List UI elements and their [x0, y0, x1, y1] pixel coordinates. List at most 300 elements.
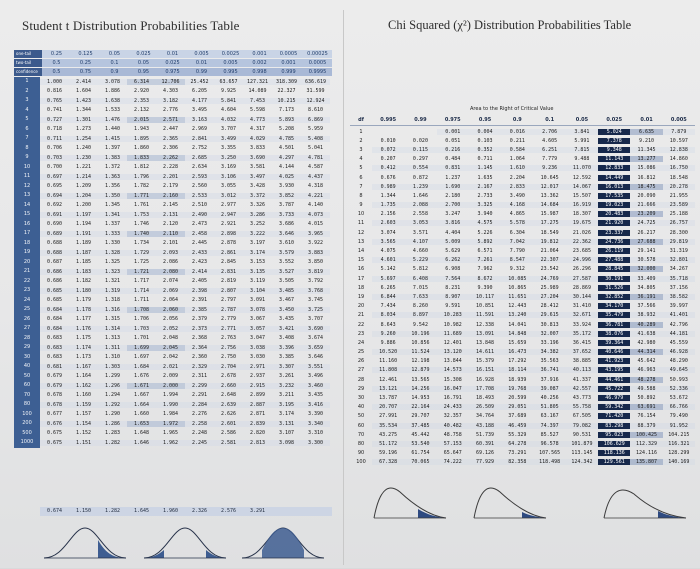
t-value-cell: 3.787: [278, 202, 295, 209]
t-value-cell: 1.314: [98, 326, 127, 332]
chi-value-cell: 14.573: [437, 367, 469, 373]
t-table-row: [14, 277, 332, 287]
chi-table-row: [350, 320, 695, 329]
chi-value-cell: 6.265: [380, 284, 396, 291]
t-value-cell: 1.415: [98, 136, 127, 142]
chi-value-cell: 7.815: [566, 147, 598, 153]
chi-value-cell: 26.296: [572, 266, 591, 273]
chi-value-cell: 128.299: [668, 450, 690, 457]
chi-value-cell: 42.557: [566, 386, 598, 392]
t-value-cell: 2.284: [185, 402, 214, 408]
t-header-cell: 0.005: [216, 59, 245, 67]
chi-value-cell: 85.527: [540, 431, 559, 438]
chi-value-cell: 0.211: [509, 137, 525, 144]
chi-value-cell: 16.928: [476, 376, 495, 383]
t-value-cell: 1.254: [69, 136, 98, 142]
t-value-cell: 5.893: [272, 117, 301, 123]
t-value-cell: 1.356: [104, 183, 121, 190]
t-df-cell: 21: [14, 267, 40, 277]
chi-value-cell: 0.001: [437, 129, 469, 135]
t-value-cell: 1.990: [156, 402, 185, 408]
chi-value-cell: 11.160: [379, 358, 398, 365]
t-value-cell: 3.495: [191, 107, 208, 114]
t-value-cell: 2.861: [214, 250, 243, 256]
chi-value-cell: 15.308: [443, 376, 462, 383]
t-value-cell: 3.551: [301, 364, 330, 370]
chi-value-cell: 53.540: [404, 441, 436, 447]
chi-value-cell: 13.120: [437, 349, 469, 355]
t-value-cell: 2.414: [185, 269, 214, 275]
t-value-cell: 2.299: [185, 383, 214, 389]
t-value-cell: 2.660: [214, 383, 243, 389]
t-value-cell: 3.104: [243, 288, 272, 294]
t-value-cell: 2.048: [162, 335, 179, 342]
chi-value-cell: 9.591: [445, 303, 461, 310]
chi-value-cell: 1.646: [412, 192, 428, 199]
t-value-cell: 2.074: [162, 278, 179, 285]
chi-value-cell: 13.362: [540, 192, 559, 199]
t-value-cell: 3.038: [243, 345, 272, 351]
t-value-cell: 1.984: [162, 411, 179, 418]
t-value-cell: 2.423: [191, 259, 208, 266]
chi-value-cell: 3.816: [437, 220, 469, 226]
chi-value-cell: 21.920: [598, 220, 630, 226]
chi-value-cell: 29.819: [663, 239, 695, 245]
t-value-cell: 3.428: [249, 183, 266, 190]
t-curve-confidence: [238, 522, 328, 564]
chi-df-cell: 17: [357, 275, 365, 282]
t-value-cell: 2.634: [191, 164, 208, 171]
chi-value-cell: 61.754: [411, 450, 430, 457]
t-value-cell: 2.915: [243, 383, 272, 389]
chi-value-cell: 38.885: [572, 358, 591, 365]
chi-table-title: Chi Squared (χ²) Distribution Probabilities Table: [388, 18, 632, 32]
chi-table-row: [350, 338, 695, 347]
t-value-cell: 9.925: [220, 88, 237, 95]
chi-table-header: [350, 115, 695, 126]
t-value-cell: 3.091: [249, 297, 266, 304]
t-value-cell: 3.355: [220, 145, 237, 152]
t-value-cell: 1.708: [127, 307, 156, 313]
chi-value-cell: 91.952: [663, 423, 695, 429]
t-value-cell: 2.752: [191, 145, 208, 152]
t-value-cell: 1.164: [75, 373, 92, 380]
t-value-cell: 1.667: [133, 392, 150, 399]
t-value-cell: 0.683: [46, 354, 63, 361]
t-value-cell: 3.819: [301, 269, 330, 275]
chi-value-cell: 17.292: [508, 358, 527, 365]
chi-value-cell: 0.010: [380, 137, 396, 144]
t-value-cell: 0.678: [46, 392, 63, 399]
t-table-header: [14, 50, 332, 77]
chi-df-cell: 60: [357, 422, 365, 429]
t-value-cell: 1.230: [69, 155, 98, 161]
chi-value-cell: 35.563: [540, 358, 559, 365]
t-value-cell: 3.107: [278, 430, 295, 437]
t-value-cell: 1.729: [127, 250, 156, 256]
chi-value-cell: 28.412: [540, 303, 559, 310]
t-table-body: [14, 77, 332, 515]
t-value-cell: 0.683: [40, 345, 69, 351]
t-value-cell: 2.080: [156, 269, 185, 275]
t-value-cell: 4.140: [307, 202, 324, 209]
chi-df-cell: 23: [357, 330, 365, 337]
t-value-cell: 1.311: [98, 345, 127, 351]
chi-value-cell: 44.181: [663, 331, 695, 337]
chi-value-cell: 36.741: [533, 367, 565, 373]
t-value-cell: 2.120: [162, 221, 179, 228]
chi-value-cell: 10.117: [469, 294, 501, 300]
t-table-row: [14, 172, 332, 182]
t-value-cell: 2.368: [191, 335, 208, 342]
chi-value-cell: 22.164: [404, 404, 436, 410]
t-value-cell: 0.684: [40, 326, 69, 332]
chi-df-cell: 21: [357, 312, 365, 319]
chi-df-cell: 15: [357, 257, 365, 264]
t-value-cell: 1.833: [127, 155, 156, 161]
chi-value-cell: 12.592: [572, 174, 591, 181]
t-value-cell: 4.501: [278, 145, 295, 152]
chi-value-cell: 67.328: [372, 459, 404, 465]
t-table-row: [14, 438, 332, 448]
t-df-cell: 15: [14, 210, 40, 220]
chi-value-cell: 27.587: [566, 276, 598, 282]
chi-value-cell: 8.547: [501, 257, 533, 263]
chi-value-cell: 7.879: [663, 129, 695, 135]
t-value-cell: 2.000: [156, 383, 185, 389]
chi-value-cell: 10.520: [372, 349, 404, 355]
chi-value-cell: 8.034: [372, 312, 404, 318]
t-value-cell: 0.676: [40, 421, 69, 427]
t-value-cell: 3.030: [249, 354, 266, 361]
chi-value-cell: 37.566: [637, 303, 656, 310]
chi-value-cell: 51.805: [533, 404, 565, 410]
t-value-cell: 2.626: [220, 411, 237, 418]
chi-table-row: [350, 393, 695, 402]
chi-value-cell: 37.652: [566, 349, 598, 355]
t-value-cell: 4.025: [272, 174, 301, 180]
chi-df-cell: 6: [359, 174, 363, 181]
t-value-cell: 0.686: [40, 269, 69, 275]
t-value-cell: 1.318: [104, 297, 121, 304]
chi-value-cell: 15.987: [540, 211, 559, 218]
t-value-cell: 1.194: [75, 221, 92, 228]
t-value-cell: 2.560: [191, 183, 208, 190]
t-value-cell: 3.390: [307, 411, 324, 418]
t-value-cell: 1.664: [127, 402, 156, 408]
t-value-cell: 3.579: [272, 250, 301, 256]
chi-value-cell: 5.892: [469, 239, 501, 245]
chi-value-cell: 14.860: [669, 156, 688, 163]
t-value-cell: 1.330: [104, 240, 121, 247]
t-table-footer-row: [40, 507, 332, 516]
t-value-cell: 2.601: [214, 421, 243, 427]
t-value-cell: 3.385: [278, 354, 295, 361]
chi-value-cell: 69.126: [476, 450, 495, 457]
chi-value-cell: 9.312: [509, 266, 525, 273]
chi-value-cell: 49.588: [630, 386, 662, 392]
chi-value-cell: 35.718: [663, 276, 695, 282]
chi-value-cell: 7.564: [437, 276, 469, 282]
chi-value-cell: 88.379: [630, 423, 662, 429]
chi-table-body: [350, 127, 695, 467]
t-value-cell: 4.785: [272, 136, 301, 142]
chi-value-cell: 46.459: [501, 423, 533, 429]
chi-value-cell: 2.700: [437, 202, 469, 208]
chi-value-cell: 12.338: [476, 321, 495, 328]
chi-df-cell: 18: [357, 284, 365, 291]
t-value-cell: 1.740: [127, 231, 156, 237]
t-df-cell: 200: [14, 419, 40, 429]
chi-value-cell: 12.017: [533, 184, 565, 190]
chi-value-cell: 7.015: [412, 284, 428, 291]
chi-value-cell: 2.088: [404, 202, 436, 208]
chi-table-row: [350, 421, 695, 430]
chi-value-cell: 1.635: [477, 174, 493, 181]
t-value-cell: 2.831: [214, 269, 243, 275]
t-value-cell: 0.718: [46, 126, 63, 133]
t-value-cell: 2.364: [185, 345, 214, 351]
chi-value-cell: 7.434: [380, 303, 396, 310]
t-value-cell: 3.707: [307, 316, 324, 323]
chi-table-row: [350, 265, 695, 274]
chi-value-cell: 10.085: [501, 276, 533, 282]
chi-value-cell: 124.342: [566, 459, 598, 465]
t-value-cell: 0.706: [46, 145, 63, 152]
t-value-cell: 1.183: [69, 269, 98, 275]
chi-value-cell: 9.488: [574, 156, 590, 163]
chi-value-cell: 23.589: [663, 202, 695, 208]
chi-value-cell: 3.841: [566, 129, 598, 135]
t-value-cell: 3.850: [307, 259, 324, 266]
t-value-cell: 2.373: [185, 326, 214, 332]
t-value-cell: 3.792: [307, 278, 324, 285]
chi-value-cell: 12.879: [404, 367, 436, 373]
t-value-cell: 3.852: [272, 193, 301, 199]
t-df-cell: 24: [14, 296, 40, 306]
chi-value-cell: 43.188: [469, 423, 501, 429]
chi-value-cell: 66.766: [663, 404, 695, 410]
chi-df-cell: 19: [357, 293, 365, 300]
chi-table-row: [350, 366, 695, 375]
t-table-row: [14, 220, 332, 230]
chi-value-cell: 38.582: [663, 294, 695, 300]
chi-value-cell: 63.167: [540, 413, 559, 420]
chi-value-cell: 39.087: [533, 386, 565, 392]
chi-value-cell: 5.578: [501, 220, 533, 226]
chi-value-cell: 3.490: [509, 192, 525, 199]
chi-table-row: [350, 439, 695, 448]
chi-value-cell: 2.180: [445, 192, 461, 199]
t-value-cell: 1.943: [133, 126, 150, 133]
t-value-cell: 3.833: [249, 145, 266, 152]
t-footer-cell: 0.674: [46, 508, 63, 514]
t-df-cell: 80: [14, 400, 40, 410]
chi-value-cell: 48.758: [443, 431, 462, 438]
chi-value-cell: 33.409: [630, 276, 662, 282]
chi-value-cell: 16.473: [501, 349, 533, 355]
chi-value-cell: 14.041: [508, 321, 527, 328]
t-header-row: [14, 59, 332, 67]
chi-df-cell: 20: [357, 303, 365, 310]
t-value-cell: 3.286: [243, 212, 272, 218]
t-value-cell: 2.042: [162, 354, 179, 361]
t-value-cell: 6.869: [301, 117, 330, 123]
chi-value-cell: 46.979: [598, 395, 630, 401]
t-value-cell: 1.292: [98, 402, 127, 408]
chi-value-cell: 40.482: [437, 423, 469, 429]
t-df-cell: 30: [14, 353, 40, 363]
chi-value-cell: 9.542: [412, 321, 428, 328]
chi-value-cell: 30.578: [630, 257, 662, 263]
t-value-cell: 3.485: [272, 288, 301, 294]
t-curve-left-tail: [40, 522, 130, 564]
t-value-cell: 4.303: [162, 88, 179, 95]
chi-header-cell: df: [358, 117, 364, 123]
t-header-cell: 0.25: [42, 50, 71, 58]
t-table-row: [14, 106, 332, 116]
t-value-cell: 1.286: [98, 421, 127, 427]
chi-df-cell: 14: [357, 248, 365, 255]
t-value-cell: 25.452: [185, 79, 214, 85]
chi-value-cell: 16.791: [443, 395, 462, 402]
t-value-cell: 1.182: [75, 278, 92, 285]
chi-value-cell: 118.498: [533, 459, 565, 465]
t-value-cell: 1.187: [69, 250, 98, 256]
chi-value-cell: 6.635: [630, 129, 662, 135]
chi-value-cell: 39.364: [598, 340, 630, 346]
chi-value-cell: 6.908: [445, 266, 461, 273]
chi-table-row: [350, 449, 695, 458]
t-value-cell: 2.248: [191, 430, 208, 437]
t-value-cell: 2.776: [162, 107, 179, 114]
chi-df-cell: 5: [359, 165, 363, 172]
chi-value-cell: 17.708: [469, 386, 501, 392]
t-value-cell: 1.533: [104, 107, 121, 114]
t-value-cell: 1.646: [127, 440, 156, 446]
t-value-cell: 3.252: [249, 221, 266, 228]
t-value-cell: 7.453: [243, 98, 272, 104]
t-curve-two-tail: [140, 522, 230, 564]
chi-df-cell: 25: [357, 349, 365, 356]
chi-value-cell: 45.722: [598, 386, 630, 392]
chi-value-cell: 46.963: [630, 367, 662, 373]
chi-value-cell: 2.833: [501, 184, 533, 190]
t-value-cell: 3.435: [307, 392, 324, 399]
t-value-cell: 1.372: [104, 164, 121, 171]
t-value-cell: 3.527: [272, 269, 301, 275]
t-value-cell: 4.773: [243, 117, 272, 123]
chi-value-cell: 19.023: [598, 202, 630, 208]
t-table-row: [14, 115, 332, 125]
chi-value-cell: 3.940: [477, 211, 493, 218]
chi-header-cell: 0.025: [606, 117, 623, 123]
t-value-cell: 1.440: [104, 126, 121, 133]
t-value-cell: 1.397: [104, 145, 121, 152]
t-value-cell: 1.185: [75, 259, 92, 266]
t-value-cell: 2.878: [220, 240, 237, 247]
t-value-cell: 1.221: [75, 164, 92, 171]
chi-value-cell: 34.764: [476, 413, 495, 420]
chi-value-cell: 43.195: [598, 367, 630, 373]
t-value-cell: 2.899: [249, 392, 266, 399]
t-table-title: Student t Distribution Probabilities Table: [22, 18, 240, 33]
t-value-cell: 318.309: [272, 79, 301, 85]
t-value-cell: 3.098: [272, 440, 301, 446]
t-value-cell: 1.965: [162, 430, 179, 437]
chi-value-cell: 29.707: [411, 413, 430, 420]
t-value-cell: 1.660: [133, 411, 150, 418]
chi-value-cell: 39.997: [669, 303, 688, 310]
t-value-cell: 2.045: [156, 345, 185, 351]
chi-table-row: [350, 127, 695, 136]
t-table-row: [14, 305, 332, 315]
chi-value-cell: 25.989: [540, 284, 559, 291]
chi-value-cell: 24.769: [533, 276, 565, 282]
chi-value-cell: 100.425: [630, 432, 662, 438]
chi-header-cell: 0.1: [545, 117, 555, 123]
t-value-cell: 3.307: [272, 364, 301, 370]
chi-value-cell: 15.507: [572, 192, 591, 199]
chi-value-cell: 20.707: [372, 404, 404, 410]
t-table-row: [14, 248, 332, 258]
chi-df-cell: 7: [359, 183, 363, 190]
chi-value-cell: 7.378: [598, 138, 630, 144]
chi-value-cell: 5.226: [477, 229, 493, 236]
t-value-cell: 2.365: [156, 136, 185, 142]
chi-value-cell: 0.051: [445, 137, 461, 144]
chi-value-cell: 7.261: [469, 257, 501, 263]
t-value-cell: 2.064: [162, 297, 179, 304]
chi-value-cell: 14.848: [501, 331, 533, 337]
t-value-cell: 2.306: [162, 145, 179, 152]
chi-value-cell: 15.086: [630, 165, 662, 171]
t-value-cell: 0.679: [46, 373, 63, 380]
t-value-cell: 3.232: [272, 383, 301, 389]
chi-value-cell: 11.591: [469, 312, 501, 318]
t-value-cell: 0.675: [40, 440, 69, 446]
t-value-cell: 3.211: [278, 392, 295, 399]
chi-value-cell: 76.154: [637, 413, 656, 420]
t-value-cell: 2.845: [220, 259, 237, 266]
t-value-cell: 2.110: [156, 231, 185, 237]
chi-value-cell: 4.168: [501, 202, 533, 208]
chi-value-cell: 41.401: [663, 312, 695, 318]
t-value-cell: 3.396: [272, 345, 301, 351]
chi-value-cell: 26.217: [637, 229, 656, 236]
chi-value-cell: 4.601: [372, 257, 404, 263]
chi-df-cell: 13: [357, 238, 365, 245]
chi-table-row: [350, 155, 695, 164]
chi-value-cell: 0.016: [501, 129, 533, 135]
chi-header-cell: 0.01: [640, 117, 653, 123]
chi-value-cell: 0.004: [469, 129, 501, 135]
t-value-cell: 1.648: [133, 430, 150, 437]
t-value-cell: 1.303: [98, 364, 127, 370]
t-value-cell: 0.678: [40, 402, 69, 408]
chi-value-cell: 82.358: [501, 459, 533, 465]
t-value-cell: 3.163: [185, 117, 214, 123]
chi-value-cell: 22.362: [566, 239, 598, 245]
chi-value-cell: 11.345: [630, 147, 662, 153]
t-df-cell: 22: [14, 277, 40, 287]
chi-df-cell: 22: [357, 321, 365, 328]
chi-value-cell: 32.000: [630, 266, 662, 272]
chi-value-cell: 41.923: [598, 358, 630, 364]
chi-value-cell: 18.493: [476, 395, 495, 402]
t-value-cell: 3.174: [243, 250, 272, 256]
t-table-row: [14, 77, 332, 87]
